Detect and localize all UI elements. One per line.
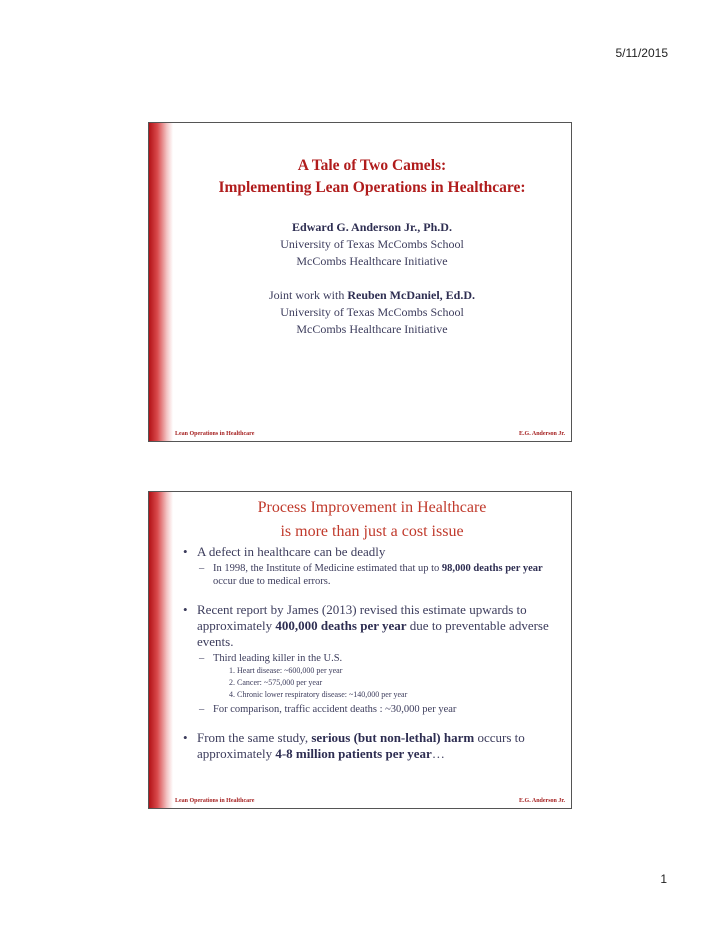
footer-left: Lean Operations in Healthcare xyxy=(175,798,255,804)
footer-left: Lean Operations in Healthcare xyxy=(175,431,255,437)
bullet-3-bold-2: 4-8 million patients per year xyxy=(275,746,432,761)
bullet-3-post: … xyxy=(431,746,445,761)
bullet-1 xyxy=(183,544,563,560)
bullet-2-pre: Recent report by James (2013) revised this estimate upwards to approximately xyxy=(197,602,527,633)
slide-2 xyxy=(148,491,572,809)
slide-accent-bar xyxy=(149,492,173,808)
bullet-2-post: due to preventable adverse events. xyxy=(197,618,549,649)
bullet-1-sub-pre: In 1998, the Institute of Medicine estimated that up to xyxy=(213,563,442,574)
dash-icon: – xyxy=(199,704,205,715)
slide-1-title-line1: A Tale of Two Camels: xyxy=(297,157,447,174)
bullet-3-bold-1: serious (but non-lethal) harm xyxy=(311,730,475,745)
slide-2-footer xyxy=(175,798,565,804)
slide-1-body xyxy=(173,219,571,338)
bullet-2-bold: 400,000 deaths per year xyxy=(275,618,407,633)
dash-icon: – xyxy=(199,563,205,574)
author-1-affiliation-2: McCombs Healthcare Initiative xyxy=(296,254,448,268)
bullet-2 xyxy=(183,602,563,650)
bullet-3 xyxy=(183,730,563,762)
footer-right: E.G. Anderson Jr. xyxy=(519,798,565,804)
bullet-dot-icon: • xyxy=(183,730,188,745)
bullet-2-sub-2 xyxy=(183,703,563,716)
bullet-2-sub-1 xyxy=(183,652,563,665)
bullet-3-mid: occurs to approximately xyxy=(197,730,525,761)
author-1: Edward G. Anderson Jr., Ph.D. xyxy=(292,220,452,234)
page-number: 1 xyxy=(660,872,667,886)
slide-1-title-line2: Implementing Lean Operations in Healthcare: xyxy=(218,179,526,196)
bullet-dot-icon: • xyxy=(183,602,188,617)
slide-accent-bar xyxy=(149,123,173,441)
joint-prefix: Joint work with xyxy=(268,288,348,302)
author-2-affiliation-1: University of Texas McCombs School xyxy=(280,305,464,319)
slide-1-title xyxy=(173,155,571,199)
bullet-dot-icon: • xyxy=(183,544,188,559)
rank-item: 4. Chronic lower respiratory disease: ~140,000 per year xyxy=(229,690,408,699)
rank-item: 1. Heart disease: ~600,000 per year xyxy=(229,666,343,675)
slide-1 xyxy=(148,122,572,442)
rank-item: 2. Cancer: ~575,000 per year xyxy=(229,678,323,687)
bullet-3-pre: From the same study, xyxy=(197,730,312,745)
bullet-1-text: A defect in healthcare can be deadly xyxy=(197,544,386,559)
slide-2-title-line2: is more than just a cost issue xyxy=(280,523,464,540)
bullet-1-sub-post: occur due to medical errors. xyxy=(213,576,331,587)
page-date: 5/11/2015 xyxy=(615,46,668,60)
bullet-1-sub xyxy=(183,562,563,588)
slide-2-body xyxy=(183,544,563,762)
dash-icon: – xyxy=(199,653,205,664)
slide-2-title-line1: Process Improvement in Healthcare xyxy=(257,499,487,516)
slide-1-footer xyxy=(175,431,565,437)
author-2: Reuben McDaniel, Ed.D. xyxy=(347,288,475,302)
joint-work-line xyxy=(173,287,571,304)
bullet-1-sub-bold: 98,000 deaths per year xyxy=(441,563,543,574)
author-1-affiliation-1: University of Texas McCombs School xyxy=(280,237,464,251)
author-2-affiliation-2: McCombs Healthcare Initiative xyxy=(296,322,448,336)
bullet-2-sub-1-text: Third leading killer in the U.S. xyxy=(213,653,343,664)
slide-2-title xyxy=(173,496,571,544)
bullet-2-sub-2-text: For comparison, traffic accident deaths : ~30,000 per year xyxy=(213,704,457,715)
footer-right: E.G. Anderson Jr. xyxy=(519,431,565,437)
